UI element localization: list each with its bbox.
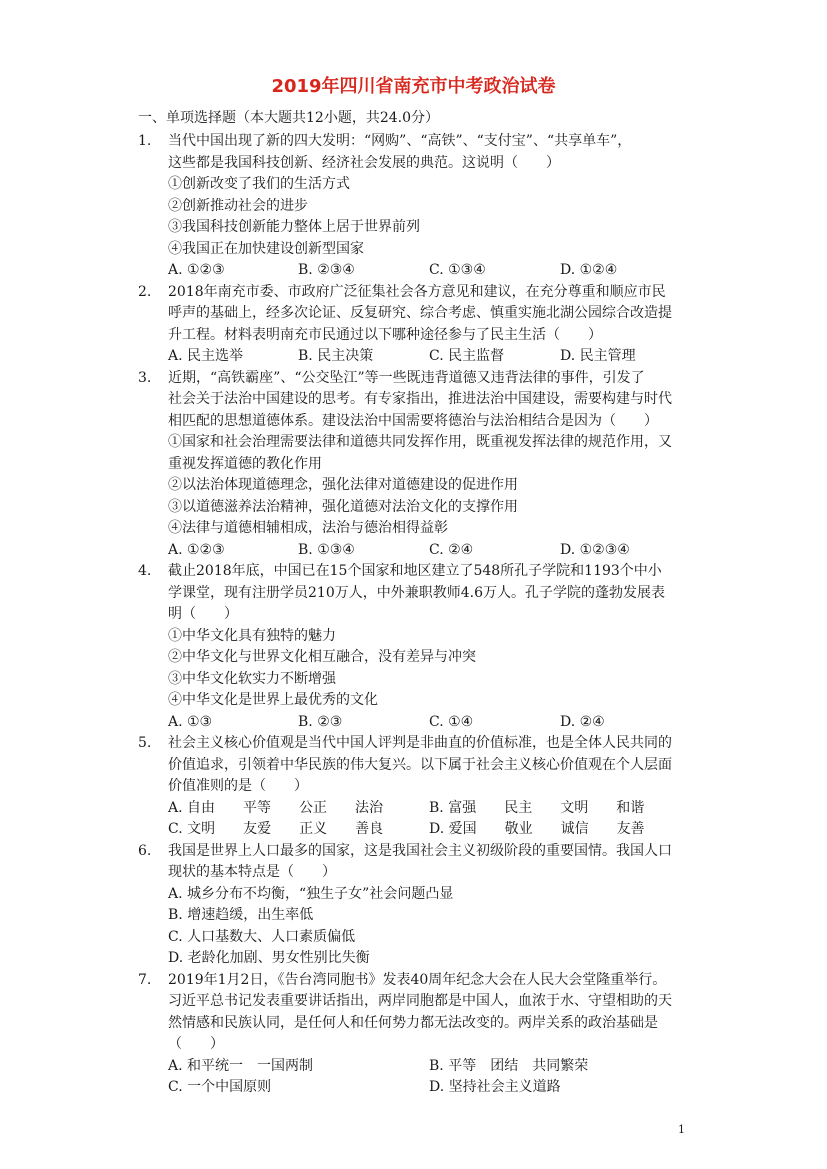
option-d[interactable]: D. ①②④ [560,262,618,278]
option-d[interactable]: D. ①②③④ [560,541,630,558]
question-stem-line: 然情感和民族认同，是任何人和任何势力都无法改变的。两岸关系的政治基础是 [168,1014,658,1031]
question-list [138,131,698,1099]
answer-options-row [168,798,693,820]
statement-item: ①创新改变了我们的生活方式 [168,176,350,192]
answer-options-row [168,819,693,841]
option-c[interactable]: C. ①④ [429,713,474,730]
option-a[interactable]: A. ①②③ [168,262,225,278]
question-stem-line: 呼声的基础上，经多次论证、反复研究、综合考虑、慎重实施北湖公园综合改造提 [168,305,672,321]
answer-options-row [168,1077,693,1099]
option-a[interactable]: A. 民主选举 [168,348,244,364]
question-stem-line: 社会主义核心价值观是当代中国人评判是非曲直的价值标准，也是全体人民共同的 [168,735,672,751]
statement-item: ③我国科技创新能力整体上居于世界前列 [168,219,420,235]
option-b[interactable]: B. ②③④ [298,262,355,278]
option-b[interactable]: B. 平等 团结 共同繁荣 [429,1057,589,1074]
question-1 [138,131,698,282]
question-stem-line: 2018年南充市委、市政府广泛征集社会各方意见和建议，在充分尊重和顺应市民 [168,283,666,300]
question-stem-line: 明（ ） [168,606,238,622]
question-number: 7. [138,971,152,988]
option-a[interactable]: A. 城乡分布不均衡，“独生子女”社会问题凸显 [168,885,454,902]
statement-item: ③中华文化软实力不断增强 [168,670,336,687]
question-stem-line: 截止2018年底，中国已在15个国家和地区建立了548所孔子学院和1193个中小 [168,563,662,579]
question-number: 4. [138,563,152,579]
answer-options-row [168,1056,693,1078]
option-d[interactable]: D. 爱国 敬业 诚信 友善 [429,821,645,837]
page-title: 2019年四川省南充市中考政治试卷 [271,76,556,97]
statement-item: ②创新推动社会的进步 [168,197,308,214]
question-stem-line: 这些都是我国科技创新、经济社会发展的典范。这说明（ ） [168,154,560,171]
option-b[interactable]: B. ①③④ [298,541,355,558]
option-a[interactable]: A. ①③ [168,713,213,730]
question-stem-line: 学课堂，现有注册学员210万人，中外兼职教师4.6万人。孔子学院的蓬勃发展表 [168,584,665,601]
question-5 [138,733,698,841]
question-4 [138,561,698,733]
option-d[interactable]: D. 坚持社会主义道路 [429,1079,561,1095]
question-7 [138,970,698,1099]
option-b[interactable]: B. 富强 民主 文明 和谐 [429,799,645,816]
statement-item: ①中华文化具有独特的魅力 [168,627,336,644]
option-a[interactable]: A. 和平统一 一国两制 [168,1057,314,1074]
answer-options [168,540,693,562]
question-number: 2. [138,283,152,300]
question-stem-line: 升工程。材料表明南充市民通过以下哪种途径参与了民主生活（ ） [168,326,602,343]
section-heading: 一、单项选择题（本大题共12小题，共24.0分） [138,110,439,126]
option-c[interactable]: C. 人口基数大、人口素质偏低 [168,928,356,945]
statement-item: ②以法治体现道德理念，强化法律对道德建设的促进作用 [168,477,518,493]
option-c[interactable]: C. 一个中国原则 [168,1079,272,1095]
question-number: 1. [138,133,152,149]
question-stem-line: 相匹配的思想道德体系。建设法治中国需要将德治与法治相结合是因为（ ） [168,412,658,429]
option-a[interactable]: A. 自由 平等 公正 法治 [168,799,384,816]
question-stem-line: 近期，“高铁霸座”、“公交坠江”等一些既违背道德又违背法律的事件，引发了 [168,369,645,386]
question-stem-line: 价值准则的是（ ） [168,778,308,794]
option-d[interactable]: D. ②④ [560,713,605,730]
question-stem-line: 现状的基本特点是（ ） [168,864,336,880]
question-stem-line: 习近平总书记发表重要讲话指出，两岸同胞都是中国人，血浓于水、守望相助的天 [168,993,672,1009]
statement-item: ①国家和社会治理需要法律和道德共同发挥作用，既重视发挥法律的规范作用，又 [168,434,672,450]
answer-options [168,712,693,734]
statement-item: 重视发挥道德的教化作用 [168,455,322,472]
option-b[interactable]: B. 增速趋缓，出生率低 [168,907,314,923]
question-stem-line: 社会关于法治中国建设的思考。有专家指出，推进法治中国建设，需要构建与时代 [168,391,672,407]
question-number: 3. [138,369,152,386]
option-d[interactable]: D. 老龄化加剧、男女性别比失衡 [168,950,370,966]
option-d[interactable]: D. 民主管理 [560,348,636,364]
question-3 [138,368,698,562]
statement-item: ④法律与道德相辅相成，法治与德治相得益彰 [168,520,448,536]
question-2 [138,282,698,368]
question-stem-line: 当代中国出现了新的四大发明：“网购”、“高铁”、“支付宝”、“共享单车”， [168,133,632,149]
option-c[interactable]: C. ①③④ [429,262,486,278]
page-number: 1 [678,1123,685,1136]
statement-item: ③以道德滋养法治精神，强化道德对法治文化的支撑作用 [168,498,518,515]
option-b[interactable]: B. 民主决策 [298,348,374,364]
question-6 [138,841,698,970]
question-number: 5. [138,735,152,751]
question-stem-line: （ ） [168,1036,224,1052]
question-stem-line: 2019年1月2日，《告台湾同胞书》发表40周年纪念大会在人民大会堂隆重举行。 [168,971,667,988]
option-c[interactable]: C. 民主监督 [429,348,505,364]
answer-options [168,260,693,282]
option-c[interactable]: C. ②④ [429,541,474,558]
option-c[interactable]: C. 文明 友爱 正义 善良 [168,821,384,837]
question-stem-line: 我国是世界上人口最多的国家，这是我国社会主义初级阶段的重要国情。我国人口 [168,842,672,859]
option-b[interactable]: B. ②③ [298,713,343,730]
option-a[interactable]: A. ①②③ [168,541,225,558]
statement-item: ④我国正在加快建设创新型国家 [168,240,364,257]
question-stem-line: 价值追求，引领着中华民族的伟大复兴。以下属于社会主义核心价值观在个人层面 [168,756,672,773]
question-number: 6. [138,842,152,859]
statement-item: ②中华文化与世界文化相互融合，没有差异与冲突 [168,649,476,665]
statement-item: ④中华文化是世界上最优秀的文化 [168,692,378,708]
answer-options [168,346,693,368]
